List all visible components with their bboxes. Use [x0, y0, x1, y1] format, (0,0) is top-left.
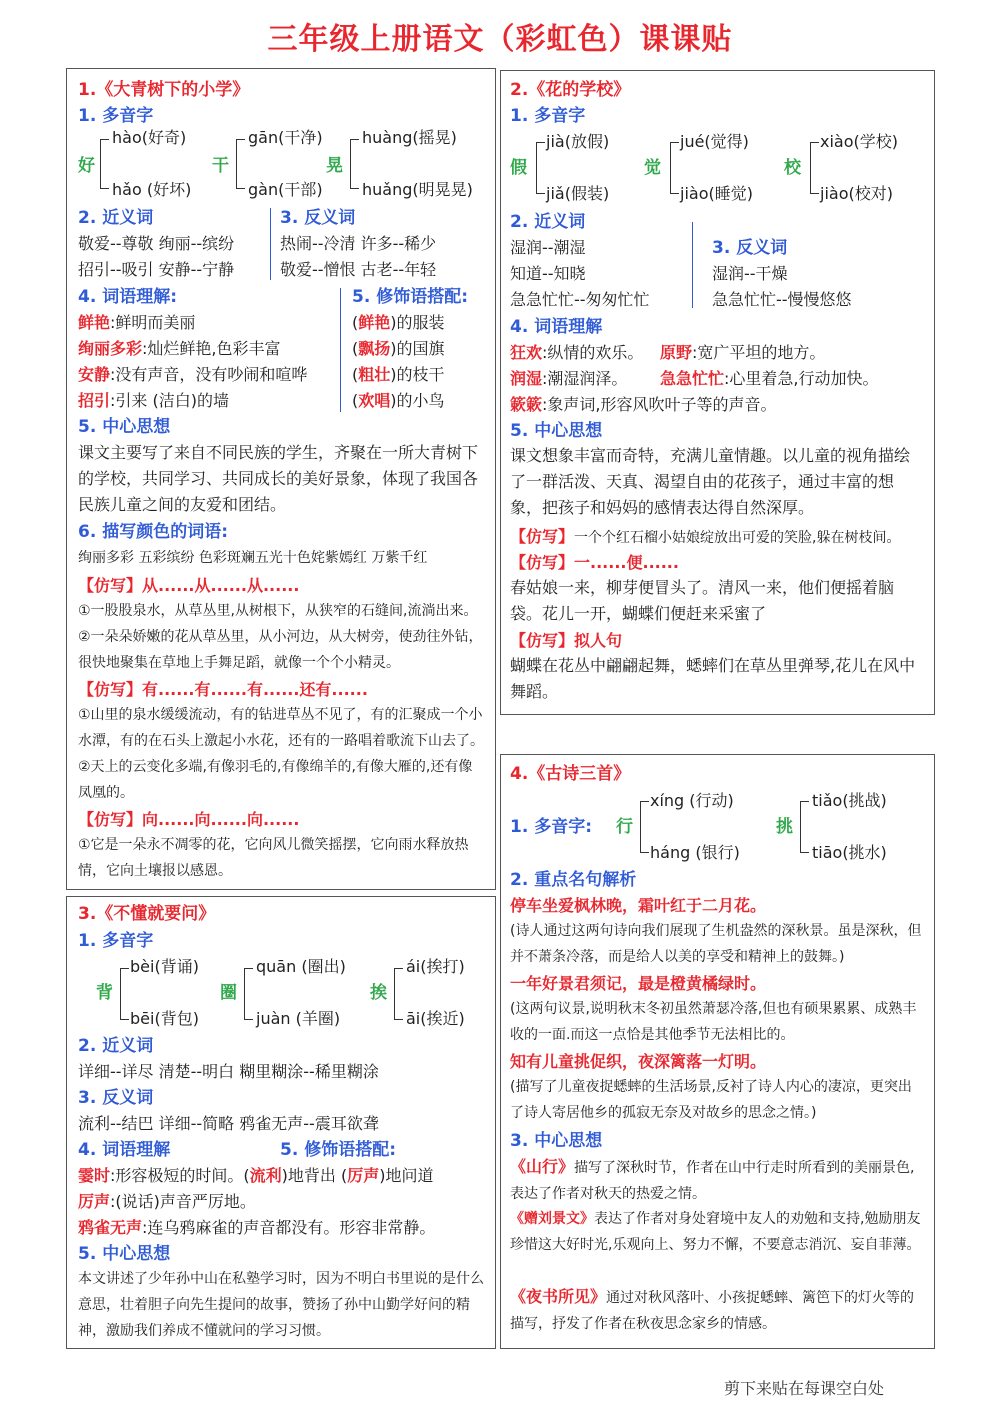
- definition: :连乌鸦麻雀的声音都没有。形容非常静。: [142, 1218, 436, 1237]
- rest: )的国旗: [390, 339, 445, 358]
- s3-ciyu-row2: [78, 1192, 256, 1212]
- s4-duoyin-heading: 1. 多音字:: [510, 817, 593, 837]
- s2-fangxie-2-text: 春姑娘一来，柳芽便冒头了。清风一来，他们便摇着脑袋。花儿一开，蝴蝶们便赶来采蜜了: [510, 578, 895, 623]
- pattern: 向......向......向......: [142, 810, 300, 829]
- s2-ciyu-row1b: [660, 343, 825, 363]
- s1-xiushi-2: [352, 339, 445, 359]
- pattern: 一......便......: [574, 553, 679, 572]
- s1-fanyi-line2: 敬爱--憎恨 古老--年轻: [280, 260, 437, 279]
- s1-fangxie-2-text: ①山里的泉水缓缓流动，有的钻进草丛不见了，有的汇聚成一个小水潭，有的在石头上激起小水花，还有的一路唱着歌流下山去了。②天上的云变化多端,有像羽毛的,有像绵羊的,有像大雁的,还有像凤凰的。: [78, 707, 484, 801]
- paren: (: [352, 339, 359, 358]
- s1-ciyu-4: [78, 391, 229, 411]
- pattern: 有......有......有......还有......: [142, 680, 368, 699]
- s1-ciyu-3: [78, 365, 307, 385]
- s4-tiao-bracket: [800, 801, 809, 853]
- s1-jinyi-line1: 敬爱--尊敬 绚丽--缤纷: [78, 234, 235, 253]
- tag: 【仿写】: [78, 810, 143, 829]
- word: 鲜艳: [358, 313, 391, 332]
- s4-poem-1: 停车坐爱枫林晚，霜叶红于二月花。: [510, 896, 767, 915]
- s2-jue-bracket: [670, 142, 679, 194]
- s2-jinyi-heading: 2. 近义词: [510, 212, 586, 232]
- term: 狂欢: [510, 343, 543, 362]
- s3-jinyi-heading: 2. 近义词: [78, 1036, 154, 1056]
- s1-divider-2: [340, 288, 341, 412]
- s1-divider-1: [270, 208, 271, 280]
- s4-xing-bracket: [640, 801, 649, 853]
- s4-zhongxin-1: [510, 1154, 924, 1207]
- tag: 【仿写】: [78, 576, 143, 595]
- term: 原野: [660, 343, 693, 362]
- s3-duoyin-heading: 1. 多音字: [78, 931, 154, 951]
- s1-fangxie-3-text: ①它是一朵永不凋零的花，它向风儿微笑摇摆，它向雨水释放热情，它向土壤报以感恩。: [78, 837, 469, 879]
- s1-ciyu-heading: 4. 词语理解:: [78, 287, 178, 307]
- term: 绚丽多彩: [78, 339, 143, 358]
- s3-jinyi-text: 详细--详尽 清楚--明白 糊里糊涂--稀里糊涂: [78, 1062, 379, 1081]
- s1-hao-char: 好: [78, 156, 95, 176]
- desc: 描写了深秋时节，作者在山中行走时所看到的美丽景色,表达了作者对秋天的热爱之情。: [510, 1160, 915, 1202]
- s2-jia-r1: jià(放假): [546, 132, 610, 151]
- s3-zhongxin-text: 本文讲述了少年孙中山在私塾学习时，因为不明白书里说的是什么意思，壮着胆子向先生提问的故事，赞扬了孙中山勤学好问的精神，激励我们养成不懂就问的学习习惯。: [78, 1271, 484, 1339]
- poem-title: 《赠刘景文》: [510, 1211, 594, 1227]
- pattern: 从......从......从......: [142, 576, 300, 595]
- s3-bei-r2: bēi(背包): [130, 1009, 199, 1028]
- s1-fangxie-1-header: [78, 576, 299, 596]
- s4-poem-3: 知有儿童挑促织，夜深篱落一灯明。: [510, 1052, 767, 1071]
- paren: (: [352, 391, 359, 410]
- desc: 通过对秋风落叶、小孩捉蟋蟀、篱笆下的灯火等的描写，抒发了作者在秋夜思念家乡的情感。: [510, 1290, 915, 1332]
- s2-jia-r2: jiǎ(假装): [546, 184, 610, 203]
- s3-bei-char: 背: [96, 983, 113, 1003]
- tag: 【仿写】: [510, 553, 575, 572]
- s2-jia-char: 假: [510, 158, 527, 178]
- s2-xiao-bracket: [810, 142, 819, 194]
- rest: )的枝干: [390, 365, 445, 384]
- term: 鲜艳: [78, 313, 111, 332]
- term: 招引: [78, 391, 111, 410]
- s4-xing-r2: háng (银行): [650, 843, 740, 862]
- s4-tiao-r2: tiāo(挑水): [812, 843, 887, 862]
- s2-xiao-r2: jiào(校对): [820, 184, 893, 203]
- s2-ciyu-heading: 4. 词语理解: [510, 317, 603, 337]
- s2-fanyi-line2: 急急忙忙--慢慢悠悠: [712, 290, 852, 309]
- term: 厉声: [78, 1192, 111, 1211]
- s4-zhongxin-heading: 3. 中心思想: [510, 1131, 603, 1151]
- s4-poem-2-text: (这两句议景,说明秋末冬初虽然萧瑟冷落,但也有硕果累累、成熟丰收的一面.而这一点恰是其他季节无法相比的。: [510, 1001, 917, 1043]
- s1-xiushi-4: [352, 391, 445, 411]
- s1-gan-r1: gān(干净): [248, 128, 323, 147]
- definition: :象声词,形容风吹叶子等的声音。: [542, 395, 777, 414]
- footer-note: 剪下来贴在每课空白处: [724, 1379, 885, 1398]
- s1-ciyu-1: [78, 313, 195, 333]
- s1-huang-char: 晃: [326, 156, 343, 176]
- s2-fanyi-heading: 3. 反义词: [712, 238, 788, 258]
- s1-fangxie-2-header: [78, 680, 368, 700]
- s3-quan-r2: juàn (羊圈): [256, 1009, 341, 1028]
- definition: :潮湿润泽。: [542, 369, 628, 388]
- s1-jinyi-line2: 招引--吸引 安静--宁静: [78, 260, 235, 279]
- s2-duoyin-heading: 1. 多音字: [510, 106, 586, 126]
- s1-huang-r1: huàng(摇晃): [362, 128, 457, 147]
- s4-poem-2: 一年好景君须记，最是橙黄橘绿时。: [510, 974, 767, 993]
- s1-hao-r1: hào(好奇): [112, 128, 187, 147]
- s2-fanyi-line1: 湿润--干燥: [712, 264, 788, 283]
- s1-ciyu-2: [78, 339, 281, 359]
- term: 安静: [78, 365, 111, 384]
- definition: :宽广平坦的地方。: [692, 343, 826, 362]
- s2-title: 2.《花的学校》: [510, 80, 631, 100]
- s2-zhongxin-text: 课文想象丰富而奇特，充满儿童情趣。以儿童的视角描绘了一群活泼、天真、渴望自由的花孩子，通过丰富的想象，把孩子和妈妈的感情表达得自然深厚。: [510, 446, 911, 517]
- s2-fangxie-3-header: [510, 631, 622, 651]
- s4-xing-char: 行: [616, 817, 633, 837]
- s3-bei-bracket: [120, 968, 129, 1020]
- s4-zhongxin-2: [510, 1206, 924, 1258]
- term: 霎时: [78, 1166, 111, 1185]
- s1-gan-bracket: [236, 139, 245, 189]
- definition: :(说话)声音严厉地。: [110, 1192, 256, 1211]
- s2-divider: [692, 222, 693, 308]
- s2-jue-r1: jué(觉得): [680, 132, 749, 151]
- s2-fangxie-3-text: 蝴蝶在花丛中翩翩起舞，蟋蟀们在草丛里弹琴,花儿在风中舞蹈。: [510, 656, 916, 701]
- s1-zhongxin-text: 课文主要写了来自不同民族的学生，齐聚在一所大青树下的学校，共同学习、共同成长的美好景象，体现了我国各民族儿童之间的友爱和团结。: [78, 443, 479, 514]
- tag: 【仿写】: [510, 527, 575, 546]
- s3-zhongxin-heading: 5. 中心思想: [78, 1244, 171, 1264]
- definition: :心里着急,行动加快。: [724, 369, 879, 388]
- s2-fangxie-2-header: [510, 553, 679, 573]
- s2-ciyu-row1a: [510, 343, 643, 363]
- s3-fanyi-heading: 3. 反义词: [78, 1088, 154, 1108]
- s1-xiushi-1: [352, 313, 445, 333]
- s1-yanse-heading: 6. 描写颜色的词语:: [78, 522, 229, 542]
- term: 急急忙忙: [660, 369, 725, 388]
- definition: :没有声音，没有吵闹和喧哗: [110, 365, 308, 384]
- s3-ai-char: 挨: [370, 983, 387, 1003]
- s3-title: 3.《不懂就要问》: [78, 904, 216, 924]
- s3-ai-r2: āi(挨近): [406, 1009, 465, 1028]
- page-title: 三年级上册语文（彩虹色）课课贴: [267, 22, 733, 57]
- s3-fanyi-text: 流利--结巴 详细--简略 鸦雀无声--震耳欲聋: [78, 1114, 379, 1133]
- poem-title: 《夜书所见》: [510, 1287, 607, 1306]
- tag: 【仿写】: [78, 680, 143, 699]
- word: 飘扬: [358, 339, 391, 358]
- s1-fangxie-3-header: [78, 810, 299, 830]
- s3-ai-bracket: [394, 968, 403, 1020]
- s1-huang-r2: huǎng(明晃晃): [362, 180, 473, 199]
- s1-jinyi-heading: 2. 近义词: [78, 208, 154, 228]
- s2-ciyu-row2a: [510, 369, 627, 389]
- end: )地问道: [379, 1166, 434, 1185]
- s3-ai-r1: ái(挨打): [406, 957, 465, 976]
- s4-jiexi-heading: 2. 重点名句解析: [510, 870, 637, 890]
- s2-fangxie-1: [510, 527, 900, 548]
- s1-fanyi-heading: 3. 反义词: [280, 208, 356, 228]
- s1-huang-bracket: [350, 139, 359, 189]
- s4-poem-3-text: (描写了儿童夜捉蟋蟀的生活场景,反衬了诗人内心的凄凉，更突出了诗人寄居他乡的孤寂无奈及对故乡的思念之情。): [510, 1079, 912, 1121]
- s3-bei-r1: bèi(背诵): [130, 957, 199, 976]
- s2-jue-char: 觉: [644, 158, 661, 178]
- s1-gan-r2: gàn(干部): [248, 180, 323, 199]
- paren: (: [352, 365, 359, 384]
- s3-ciyu-heading: 4. 词语理解: [78, 1140, 171, 1160]
- rest: )的小鸟: [390, 391, 445, 410]
- s3-ciyu-row1: [78, 1166, 434, 1186]
- s4-poem-1-text: (诗人通过这两句诗向我们展现了生机盎然的深秋景。虽是深秋，但并不萧条冷落，而是给人以美的享受和精神上的鼓舞。): [510, 923, 922, 965]
- s2-jue-r2: jiào(睡觉): [680, 184, 753, 203]
- term: 润湿: [510, 369, 543, 388]
- s4-zhongxin-3: [510, 1284, 924, 1337]
- s3-xiushi-heading: 5. 修饰语搭配:: [280, 1140, 397, 1160]
- term: 鸦雀无声: [78, 1218, 143, 1237]
- s1-yanse-text: 绚丽多彩 五彩缤纷 色彩斑斓五光十色姹紫嫣红 万紫千红: [78, 550, 428, 566]
- s3-quan-char: 圈: [220, 983, 237, 1003]
- word: 流利: [249, 1166, 282, 1185]
- word: 欢唱: [358, 391, 391, 410]
- s1-zhongxin-heading: 5. 中心思想: [78, 417, 171, 437]
- s1-duoyin-heading: 1. 多音字: [78, 106, 154, 126]
- s3-quan-r1: quān (圈出): [256, 957, 346, 976]
- text: 一个个红石榴小姑娘绽放出可爱的笑脸,躲在树枝间。: [574, 530, 901, 546]
- s4-xing-r1: xíng (行动): [650, 791, 734, 810]
- rest: )的服装: [390, 313, 445, 332]
- poem-title: 《山行》: [510, 1157, 575, 1176]
- definition: :纵情的欢乐。: [542, 343, 644, 362]
- definition: :形容极短的时间。(: [110, 1166, 250, 1185]
- term: 簌簌: [510, 395, 543, 414]
- s4-tiao-char: 挑: [776, 817, 793, 837]
- s2-xiao-r1: xiào(学校): [820, 132, 898, 151]
- pattern: 拟人句: [574, 631, 623, 650]
- s1-fanyi-line1: 热闹--冷清 许多--稀少: [280, 234, 437, 253]
- middle: )地背出 (: [281, 1166, 348, 1185]
- s1-hao-bracket: [100, 139, 109, 189]
- s1-title: 1.《大青树下的小学》: [78, 80, 250, 100]
- s2-jinyi-line2: 知道--知晓: [510, 264, 586, 283]
- definition: :灿烂鲜艳,色彩丰富: [142, 339, 281, 358]
- s3-quan-bracket: [244, 968, 253, 1020]
- s1-hao-r2: hǎo (好坏): [112, 180, 192, 199]
- s4-tiao-r1: tiǎo(挑战): [812, 791, 887, 810]
- s2-ciyu-row3a: [510, 395, 777, 415]
- definition: :引来 (洁白)的墙: [110, 391, 229, 410]
- s1-gan-char: 干: [212, 156, 229, 176]
- s1-xiushi-heading: 5. 修饰语搭配:: [352, 287, 469, 307]
- word: 粗壮: [358, 365, 391, 384]
- s2-ciyu-row2b: [660, 369, 879, 389]
- s1-xiushi-3: [352, 365, 445, 385]
- definition: :鲜明而美丽: [110, 313, 196, 332]
- s2-zhongxin-heading: 5. 中心思想: [510, 421, 603, 441]
- s4-title: 4.《古诗三首》: [510, 764, 631, 784]
- s3-ciyu-row3: [78, 1218, 435, 1238]
- desc: 表达了作者对身处窘境中友人的劝勉和支持,勉励朋友珍惜这大好时光,乐观向上、努力不懈，不要意志消沉、妄自菲薄。: [510, 1211, 921, 1253]
- s2-jinyi-line3: 急急忙忙--匆匆忙忙: [510, 290, 650, 309]
- s2-xiao-char: 校: [784, 158, 801, 178]
- s1-fangxie-1-text: ①一股股泉水，从草丛里,从树根下，从狭窄的石缝间,流淌出来。②一朵朵娇嫩的花从草丛里，从小河边，从大树旁，使劲往外钻，很快地聚集在草地上手舞足蹈，就像一个个小精灵。: [78, 603, 483, 671]
- s2-jinyi-line1: 湿润--潮湿: [510, 238, 586, 257]
- word: 厉声: [347, 1166, 380, 1185]
- s2-jia-bracket: [536, 142, 545, 194]
- tag: 【仿写】: [510, 631, 575, 650]
- paren: (: [352, 313, 359, 332]
